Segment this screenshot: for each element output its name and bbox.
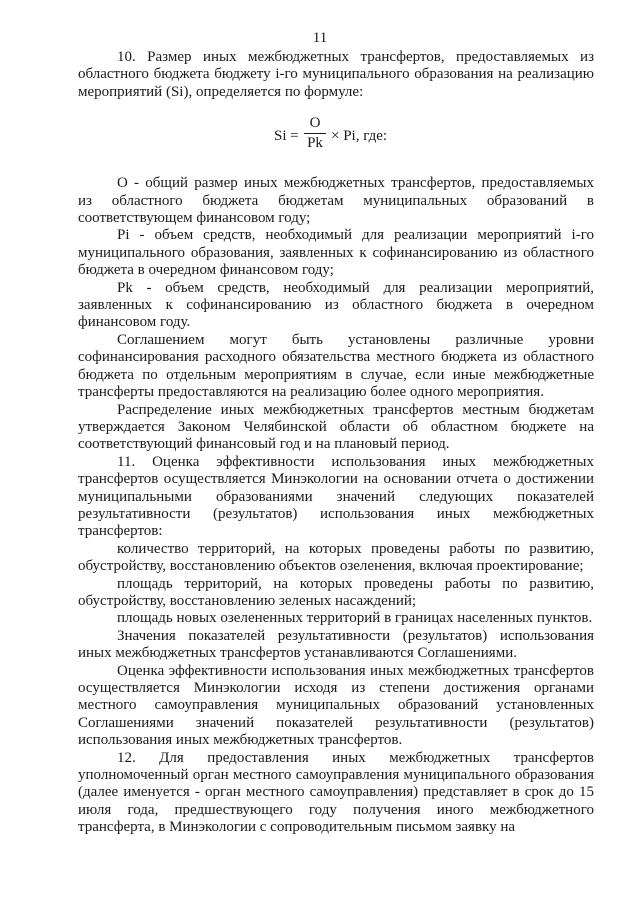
paragraph-distribution: Распределение иных межбюджетных трансфертов местным бюджетам утверждается Законом Челябинской области об областном бюджете на соответствующий финансовый год и на плановый период. <box>78 401 594 453</box>
paragraph-11: 11. Оценка эффективности использования иных межбюджетных трансфертов осуществляется Минэкологии на основании отчета о достижении муниципальными образованиями значений следующих показателей результативности (результатов) использования иных межбюджетных трансфертов: <box>78 453 594 540</box>
formula-denominator: Pk <box>307 135 323 152</box>
indicator-1: количество территорий, на которых проведены работы по развитию, обустройству, восстановлению объектов озеленения, включая проектирование; <box>78 540 594 575</box>
page-number: 11 <box>312 30 328 46</box>
formula-lhs: Si = <box>274 128 299 145</box>
formula <box>78 101 594 165</box>
definition-pi: Pi - объем средств, необходимый для реализации мероприятий i-го муниципального образования, заявленных к софинансированию из областного бюджета в очередном финансовом году; <box>78 227 594 279</box>
fraction-bar <box>304 133 326 134</box>
paragraph-indicator-values: Значения показателей результативности (результатов) использования иных межбюджетных трансфертов устанавливаются Соглашениями. <box>78 627 594 662</box>
document-body <box>78 49 594 837</box>
formula-numerator: O <box>309 115 321 132</box>
paragraph-cofinancing: Соглашением могут быть установлены различные уровни софинансирования расходного обязательства местного бюджета из областного бюджета по отдельным мероприятиям в случае, если иные межбюджетные трансферты предоставляются на реализацию более одного мероприятия. <box>78 331 594 401</box>
indicator-2: площадь территорий, на которых проведены работы по развитию, обустройству, восстановлению зеленых насаждений; <box>78 575 594 609</box>
paragraph-efficiency-assessment: Оценка эффективности использования иных межбюджетных трансфертов осуществляется Минэкологии исходя из степени достижения органами местного самоуправления муниципальных образований установленных Соглашениями значений показателей результативности (результатов) использования иных межбюджетных трансфертов. <box>78 662 594 749</box>
formula-fraction <box>302 115 328 152</box>
definition-pk: Pk - объем средств, необходимый для реализации мероприятий, заявленных к софинансированию из областного бюджета в очередном финансовом году. <box>78 279 594 331</box>
definition-o: О - общий размер иных межбюджетных трансфертов, предоставляемых из областного бюджета бюджетам муниципальных образований в соответствующем финансовом году; <box>78 175 594 227</box>
paragraph-10: 10. Размер иных межбюджетных трансфертов, предоставляемых из областного бюджета бюджету i-го муниципального образования на реализацию мероприятий (Si), определяется по формуле: <box>78 49 594 100</box>
indicator-3: площадь новых озелененных территорий в границах населенных пунктов. <box>117 610 593 627</box>
formula-rhs: × Pi, где: <box>331 128 388 145</box>
paragraph-12: 12. Для предоставления иных межбюджетных трансфертов уполномоченный орган местного самоуправления муниципального образования (далее именуется - орган местного самоуправления) представляет в срок до 15 июля года, предшествующего году получения иного межбюджетного трансферта, в Минэкологии с сопроводительным письмом заявку на <box>78 749 594 836</box>
